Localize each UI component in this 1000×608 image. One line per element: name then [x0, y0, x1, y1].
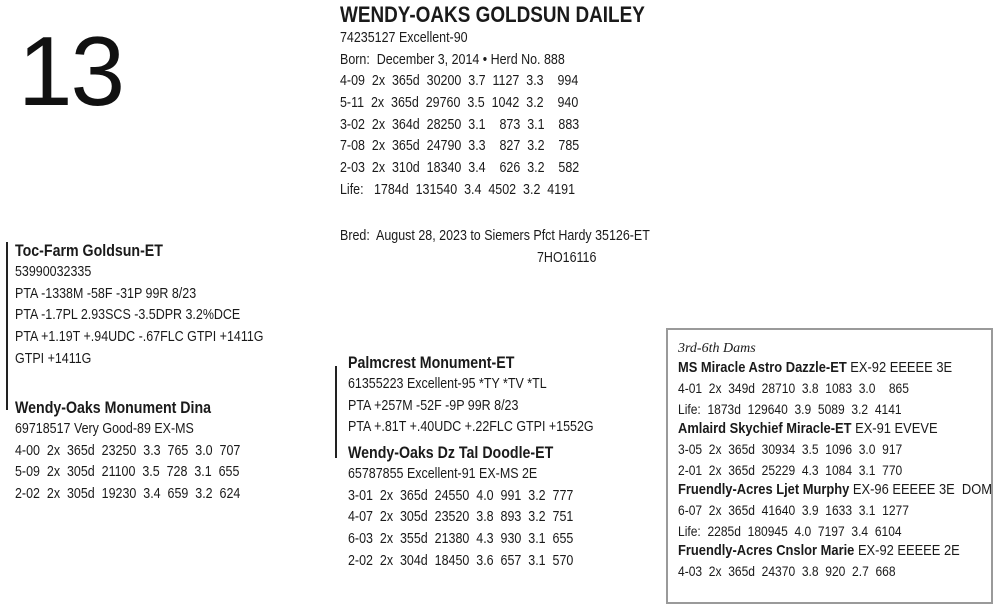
dam-name: Wendy-Oaks Monument Dina — [15, 399, 212, 417]
granddam-info-line: 65787855 Excellent-91 EX-MS 2E — [348, 466, 538, 482]
dam-ancestor-record: 6-07 2x 365d 41640 3.9 1633 3.1 1277 — [678, 502, 909, 518]
dam-ancestor-name — [678, 480, 992, 500]
dam-ancestor-classification: EX-91 EVEVE — [851, 420, 938, 437]
dam-ancestor-title: Amlaird Skychief Miracle-ET — [678, 420, 852, 437]
granddam-info-line: 3-01 2x 365d 24550 4.0 991 3.2 777 — [348, 487, 574, 504]
dam-info-line: 4-00 2x 365d 23250 3.3 765 3.0 707 — [15, 442, 241, 459]
record-line: 4-09 2x 365d 30200 3.7 1127 3.3 994 — [340, 73, 579, 90]
dam-ancestor-title: Fruendly-Acres Ljet Murphy — [678, 481, 850, 498]
sire-info-line: 53990032335 — [15, 264, 92, 280]
bred-code: 7HO16116 — [537, 250, 597, 266]
maternal-grandsire-lines — [348, 374, 668, 439]
dams-heading: 3rd-6th Dams — [678, 341, 756, 356]
dam-ancestor-name — [678, 541, 960, 561]
maternal-grandsire-info-line: 61355223 Excellent-95 *TY *TV *TL — [348, 376, 547, 392]
dam-ancestor-record: 3-05 2x 365d 30934 3.5 1096 3.0 917 — [678, 441, 903, 457]
bred-info: Bred: August 28, 2023 to Siemers Pfct Hardy 35126-ET — [340, 228, 650, 244]
record-line: 2-03 2x 310d 18340 3.4 626 3.2 582 — [340, 160, 580, 177]
record-line: 3-02 2x 364d 28250 3.1 873 3.1 883 — [340, 116, 580, 133]
maternal-grandsire-block — [348, 352, 668, 439]
record-line: 7-08 2x 365d 24790 3.3 827 3.2 785 — [340, 138, 580, 155]
dam-ancestor-classification: EX-96 EEEEE 3E DOM — [849, 481, 992, 498]
sire-info-line: GTPI +1411G — [15, 350, 92, 367]
granddam-info-line: 2-02 2x 304d 18450 3.6 657 3.1 570 — [348, 552, 574, 569]
dam-ancestor-record: 4-03 2x 365d 24370 3.8 920 2.7 668 — [678, 563, 896, 579]
granddam-lines — [348, 464, 668, 572]
dam-ancestor-record: 4-01 2x 349d 28710 3.8 1083 3.0 865 — [678, 380, 909, 396]
pedigree-bracket-left — [6, 242, 8, 410]
dam-ancestor-name — [678, 419, 945, 439]
dam-ancestor-classification: EX-92 EEEEE 2E — [854, 542, 960, 559]
lot-number: 13 — [18, 16, 124, 126]
dam-info-line: 69718517 Very Good-89 EX-MS — [15, 421, 194, 437]
animal-name: WENDY-OAKS GOLDSUN DAILEY — [340, 2, 645, 27]
sire-info-line: PTA -1338M -58F -31P 99R 8/23 — [15, 285, 197, 302]
granddam-block — [348, 442, 668, 572]
sire-block — [15, 240, 345, 370]
dams-list — [678, 358, 992, 582]
animal-records — [340, 71, 670, 201]
dam-lines — [15, 419, 345, 506]
maternal-grandsire-info-line: PTA +.81T +.40UDC +.22FLC GTPI +1552G — [348, 419, 594, 436]
dam-block — [15, 397, 345, 506]
sire-lines — [15, 262, 345, 370]
dam-ancestor-record: Life: 2285d 180945 4.0 7197 3.4 6104 — [678, 522, 902, 539]
granddam-name: Wendy-Oaks Dz Tal Doodle-ET — [348, 444, 554, 462]
granddam-info-line: 4-07 2x 305d 23520 3.8 893 3.2 751 — [348, 509, 574, 526]
dam-ancestor-name — [678, 358, 953, 378]
dam-info-line: 2-02 2x 305d 19230 3.4 659 3.2 624 — [15, 486, 241, 503]
record-line: Life: 1784d 131540 3.4 4502 3.2 4191 — [340, 181, 576, 198]
maternal-grandsire-info-line: PTA +257M -52F -9P 99R 8/23 — [348, 397, 519, 414]
animal-reg: 74235127 Excellent-90 — [340, 30, 468, 46]
animal-block — [340, 2, 670, 202]
dam-ancestor-title: MS Miracle Astro Dazzle-ET — [678, 359, 847, 376]
dam-ancestor-title: Fruendly-Acres Cnslor Marie — [678, 542, 855, 559]
dams-3rd-6th-box — [666, 328, 993, 604]
dam-ancestor-record: 2-01 2x 365d 25229 4.3 1084 3.1 770 — [678, 461, 903, 478]
sire-info-line: PTA -1.7PL 2.93SCS -3.5DPR 3.2%DCE — [15, 307, 241, 324]
pedigree-bracket-middle — [335, 366, 337, 458]
dam-ancestor-classification: EX-92 EEEEE 3E — [846, 359, 953, 376]
sire-name: Toc-Farm Goldsun-ET — [15, 242, 163, 260]
record-line: 5-11 2x 365d 29760 3.5 1042 3.2 940 — [340, 95, 579, 112]
dam-ancestor-record: Life: 1873d 129640 3.9 5089 3.2 4141 — [678, 400, 902, 417]
dam-info-line: 5-09 2x 305d 21100 3.5 728 3.1 655 — [15, 464, 240, 481]
granddam-info-line: 6-03 2x 355d 21380 4.3 930 3.1 655 — [348, 531, 574, 548]
maternal-grandsire-name: Palmcrest Monument-ET — [348, 354, 515, 372]
sire-info-line: PTA +1.19T +.94UDC -.67FLC GTPI +1411G — [15, 329, 264, 346]
animal-born-herd: Born: December 3, 2014 • Herd No. 888 — [340, 51, 565, 68]
